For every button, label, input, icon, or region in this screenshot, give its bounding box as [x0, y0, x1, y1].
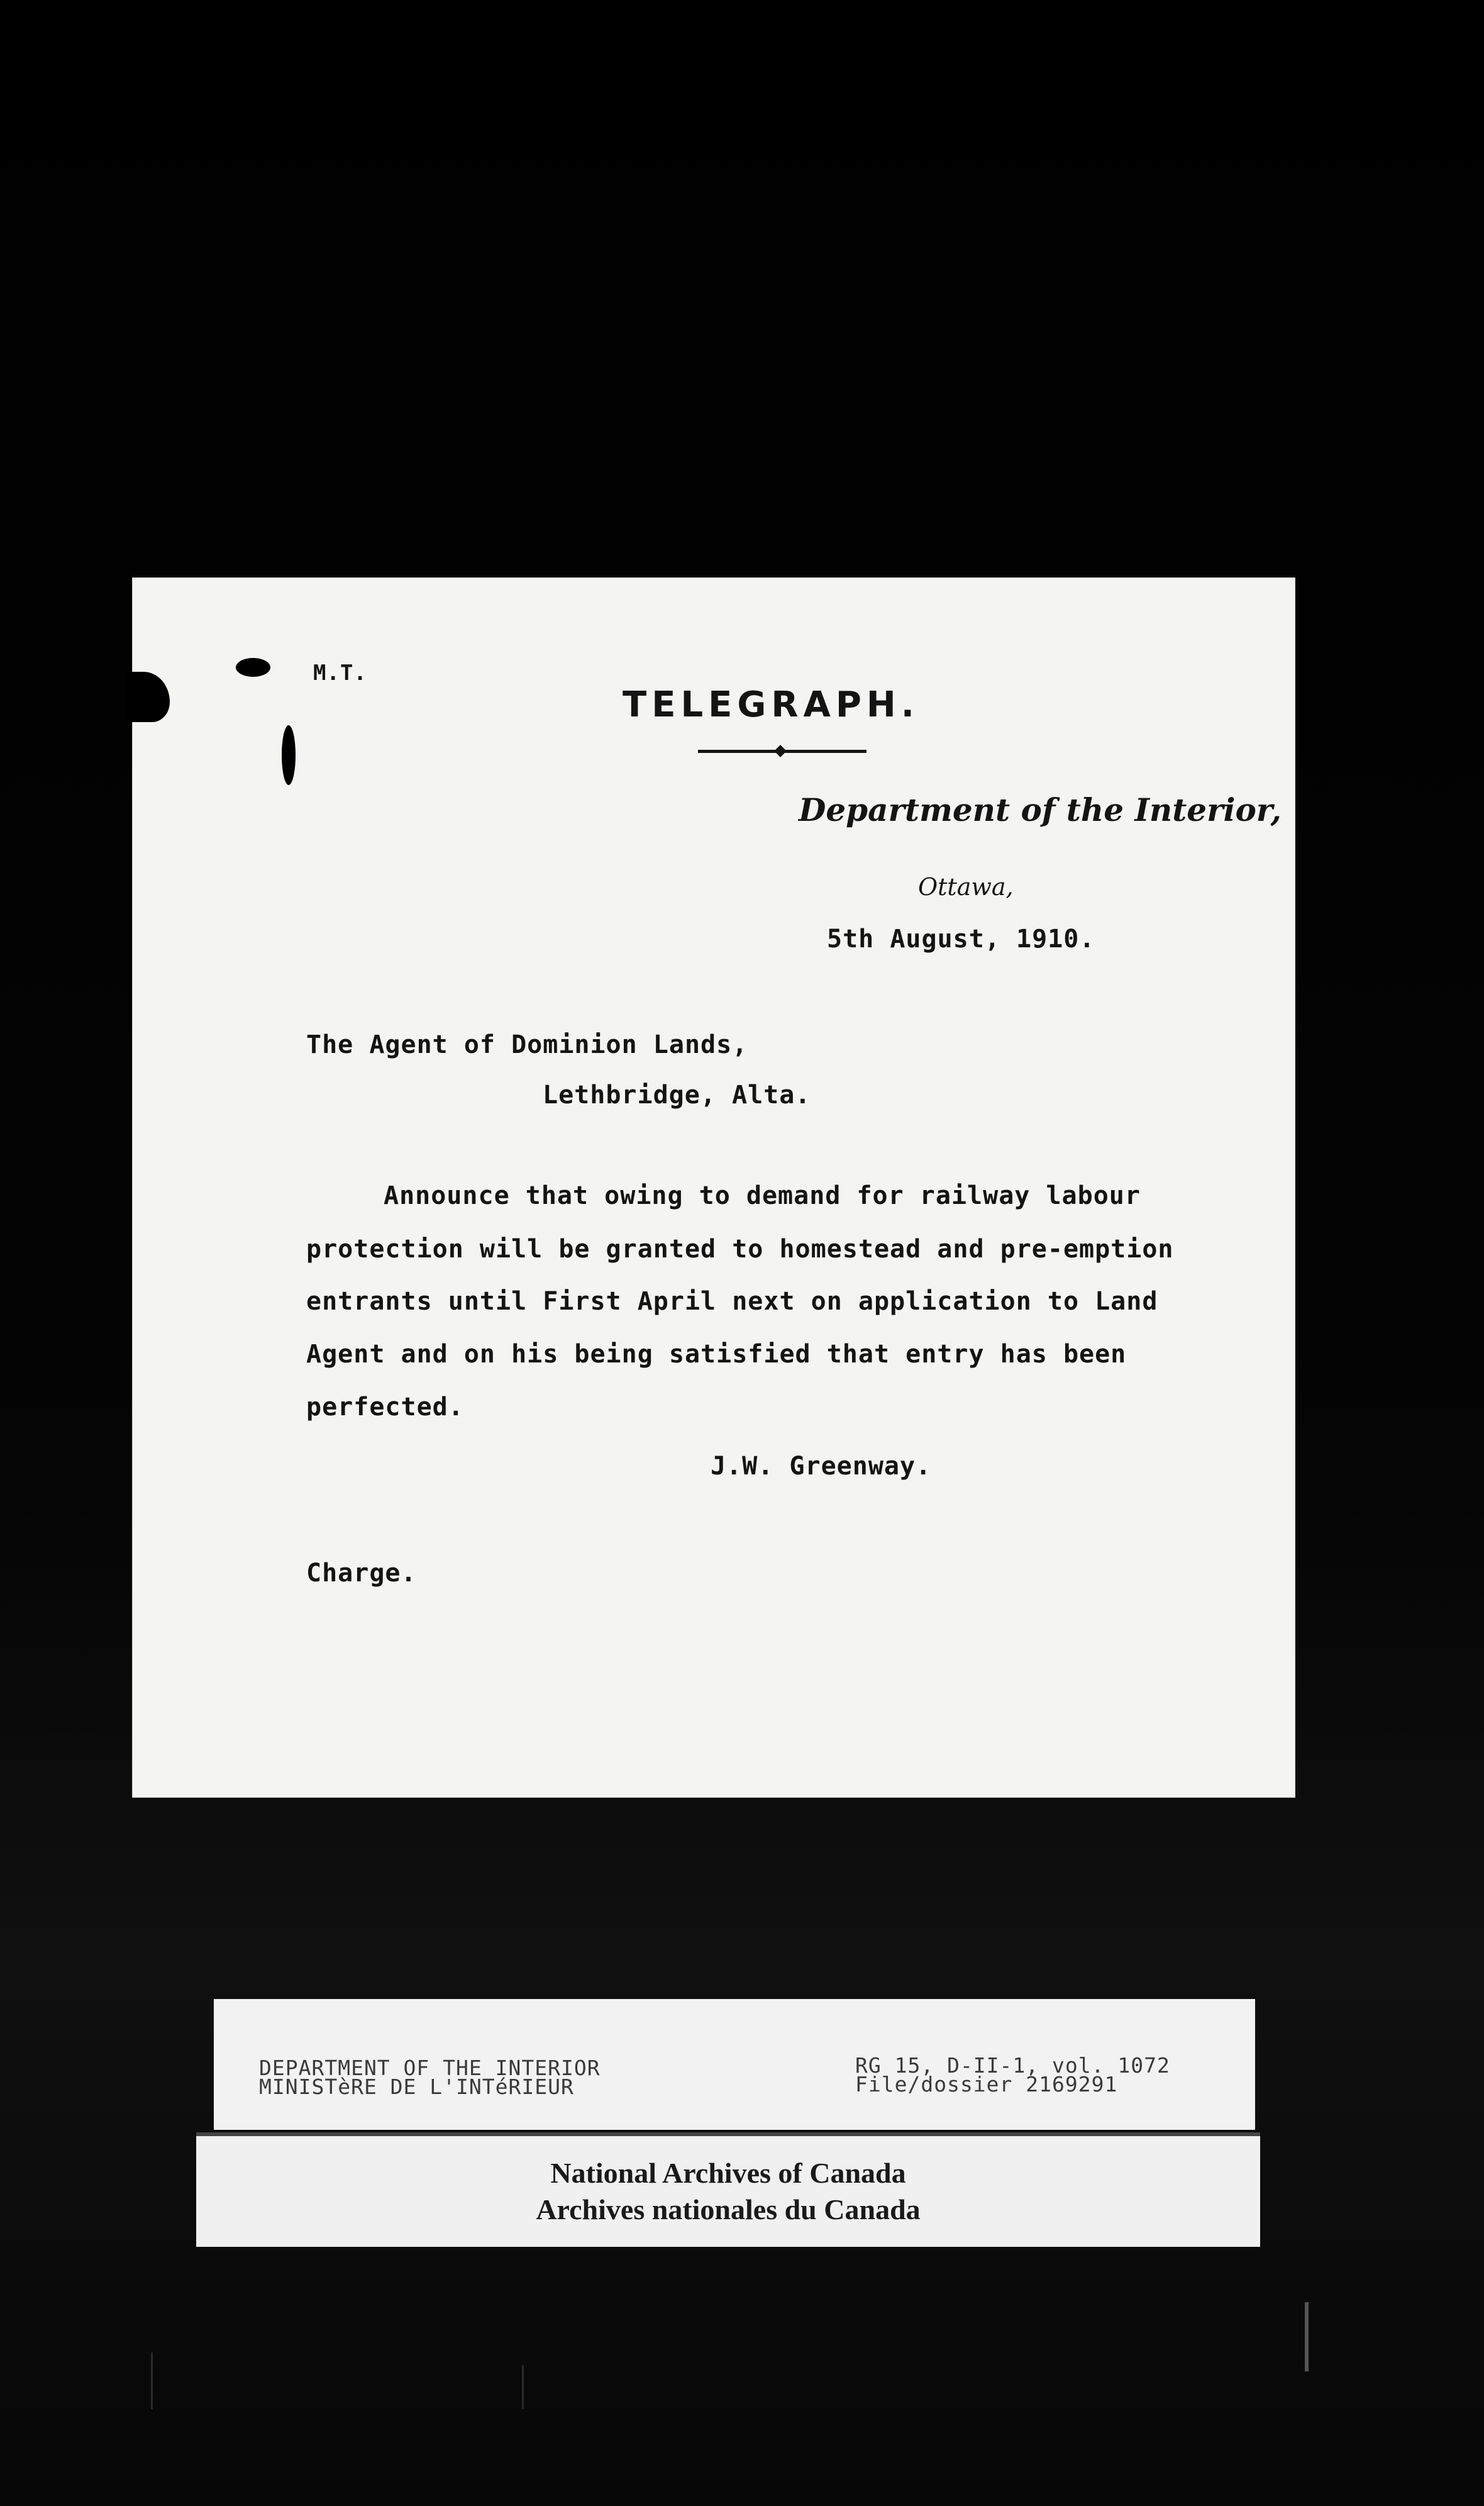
scan-streak: [522, 2365, 524, 2409]
telegram-date: 5th August, 1910.: [827, 925, 1095, 954]
torn-corner: [126, 672, 170, 722]
body-line: Agent and on his being satisfied that entry has been: [306, 1340, 1127, 1369]
telegram-document: [132, 577, 1295, 1798]
department-french: MINISTèRE DE L'INTéRIEUR: [259, 2074, 574, 2099]
scan-streak: [1305, 2302, 1309, 2371]
body-line: entrants until First April next on application to Land: [306, 1287, 1158, 1316]
archives-footer-label: [196, 2132, 1260, 2247]
department-english: DEPARTMENT OF THE INTERIOR: [259, 2056, 601, 2080]
charge-note: Charge.: [306, 1559, 417, 1588]
addressee-line: The Agent of Dominion Lands,: [306, 1030, 748, 1059]
scan-streak: [151, 2353, 153, 2409]
addressee-location: Lethbridge, Alta.: [543, 1081, 811, 1110]
place-name: Ottawa,: [918, 873, 1014, 901]
department-name: Department of the Interior,: [799, 791, 1282, 828]
file-number: File/dossier 2169291: [855, 2072, 1118, 2097]
torn-corner: [282, 725, 296, 785]
body-line: protection will be granted to homestead and pre-emption: [306, 1235, 1174, 1264]
heading-rule: [698, 750, 867, 753]
body-line: perfected.: [306, 1393, 464, 1422]
torn-corner: [236, 658, 270, 677]
record-group-reference: RG 15, D-II-1, vol. 1072: [855, 2053, 1170, 2078]
telegram-code: M.T.: [313, 660, 367, 686]
body-line: Announce that owing to demand for railway labour: [384, 1181, 1141, 1210]
archives-name-french: Archives nationales du Canada: [536, 2193, 921, 2225]
archive-reference-label: [214, 1999, 1255, 2130]
archives-name-english: National Archives of Canada: [550, 2157, 906, 2189]
telegram-heading: TELEGRAPH.: [623, 684, 919, 725]
signature: J.W. Greenway.: [711, 1452, 932, 1481]
